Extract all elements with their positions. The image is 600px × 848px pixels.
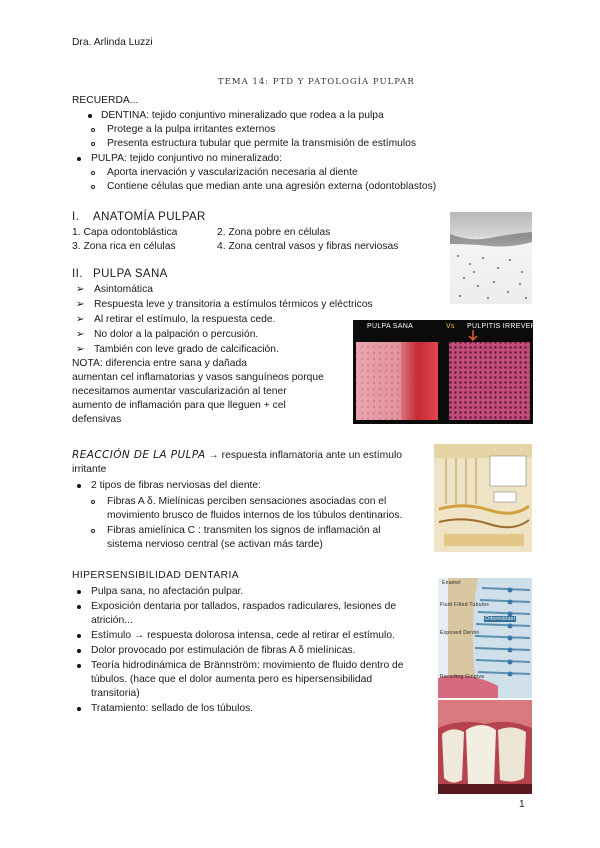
pulpa-sana-item-5: También con leve grado de calcificación. xyxy=(94,344,279,355)
figure-label-pulpitis: PULPITIS IRREVERSIBLE xyxy=(467,323,558,330)
sub-bullet-circle xyxy=(91,529,95,533)
pulp-histology-image xyxy=(450,212,532,304)
zone-4: 4. Zona central vasos y fibras nerviosas xyxy=(217,241,399,252)
nota-line-3: necesitamos aumentar vascularización al tener xyxy=(72,386,287,397)
bullet-dot xyxy=(77,664,81,668)
bullet-dot xyxy=(88,114,92,118)
label-receding-gingiva: Receding Gingiva xyxy=(440,674,485,680)
hiper-item-2-line-1: Exposición dentaria por tallados, raspados radiculares, lesiones de xyxy=(91,601,397,612)
hiper-item-5-line-2: túbulos. (hace que el dolor aumenta pero es hipersensibilidad xyxy=(91,674,373,685)
bullet-dot xyxy=(77,484,81,488)
sub-bullet-circle xyxy=(91,500,95,504)
fibras-c-line-1: Fibras amielínica C : transmiten los signos de inflamación al xyxy=(107,525,381,536)
dentina-sub-2: Presenta estructura tubular que permite la transmisión de estímulos xyxy=(107,138,417,149)
nota-line-4: aumento de inflamación para que lleguen + cel xyxy=(72,400,286,411)
bullet-dot xyxy=(77,634,81,638)
sub-bullet-circle xyxy=(91,171,95,175)
nerve-fiber-diagram xyxy=(434,444,532,552)
nota-line-2: aumentan cel inflamatorias y vasos sanguíneos porque xyxy=(72,372,324,383)
recuerda-heading: RECUERDA... xyxy=(72,95,139,106)
pulpa-sana-item-1: Asintomática xyxy=(94,284,153,295)
zone-1: 1. Capa odontoblástica xyxy=(72,227,178,238)
anatomia-heading: ANATOMÍA PULPAR xyxy=(93,211,206,223)
fibras-c-line-2: sistema nervioso central (se activan más tarde) xyxy=(107,539,323,550)
hiper-item-1: Pulpa sana, no afectación pulpar. xyxy=(91,586,244,597)
hiper-item-2-line-2: atrición... xyxy=(91,615,133,626)
label-odontoblast: Odontoblast xyxy=(485,616,516,622)
page-number: 1 xyxy=(519,799,525,810)
teeth-photo xyxy=(438,700,532,794)
arrow-bullet-icon: ➢ xyxy=(76,329,85,340)
hiper-item-4: Dolor provocado por estimulación de fibras A δ mielínicas. xyxy=(91,645,356,656)
section-number-2: II. xyxy=(72,268,83,280)
hiper-item-6: Tratamiento: sellado de los túbulos. xyxy=(91,703,254,714)
hiper-item-5-line-3: transitoria) xyxy=(91,688,140,699)
pulpa-sana-item-2: Respuesta leve y transitoria a estímulos térmicos y eléctricos xyxy=(94,299,373,310)
pulpa-sub-1: Aporta inervación y vascularización necesaria al diente xyxy=(107,167,358,178)
header-author: Dra. Arlinda Luzzi xyxy=(72,37,153,48)
label-tubules: Fluid Filled Tubules xyxy=(440,602,490,608)
zone-2: 2. Zona pobre en células xyxy=(217,227,331,238)
dentina-sub-1: Protege a la pulpa irritantes externos xyxy=(107,124,276,135)
section-number-1: I. xyxy=(72,211,80,223)
sub-bullet-circle xyxy=(91,128,95,132)
dentin-tubules-figure xyxy=(438,578,532,698)
pulpa-sub-2: Contiene células que median ante una agresión externa (odontoblastos) xyxy=(107,181,437,192)
reaccion-intro-line-1 xyxy=(72,449,402,462)
bullet-dot xyxy=(77,649,81,653)
page-title: TEMA 14: PTD Y PATOLOGÍA PULPAR xyxy=(218,77,415,87)
recuerda-dentina: DENTINA: tejido conjuntivo mineralizado que rodea a la pulpa xyxy=(101,110,384,121)
label-exposed-dentin: Exposed Dentin xyxy=(440,630,480,636)
figure-label-sana: PULPA SANA xyxy=(367,323,414,330)
fibras-a-line-2: movimiento brusco de fluidos internos de los túbulos dentinarios. xyxy=(107,510,403,521)
pulpa-sana-item-4: No dolor a la palpación o percusión. xyxy=(94,329,259,340)
hiper-heading: HIPERSENSIBILIDAD DENTARIA xyxy=(72,570,239,581)
reaccion-heading: REACCIÓN DE LA PULPA xyxy=(72,449,206,461)
reaccion-intro-line-2: irritante xyxy=(72,464,107,475)
figure-label-vs: Vs xyxy=(446,323,455,330)
pulpa-sana-heading: PULPA SANA xyxy=(93,268,168,280)
hiper-item-5-line-1: Teoría hidrodinámica de Brännström: movimiento de fluido dentro de xyxy=(91,660,404,671)
fibras-a-line-1: Fibras A δ. Mielínicas perciben sensaciones asociadas con el xyxy=(107,496,387,507)
sub-bullet-circle xyxy=(91,142,95,146)
label-enamel: Enamel xyxy=(442,580,461,586)
nota-line-1: NOTA: diferencia entre sana y dañada xyxy=(72,358,247,369)
arrow-bullet-icon: ➢ xyxy=(76,344,85,355)
sub-bullet-circle xyxy=(91,185,95,189)
recuerda-pulpa: PULPA: tejido conjuntivo no mineralizado: xyxy=(91,153,282,164)
arrow-bullet-icon: ➢ xyxy=(76,314,85,325)
zone-3: 3. Zona rica en células xyxy=(72,241,176,252)
bullet-dot xyxy=(77,707,81,711)
bullet-dot xyxy=(77,605,81,609)
bullet-dot xyxy=(77,590,81,594)
nota-line-5: defensivas xyxy=(72,414,122,425)
arrow-bullet-icon: ➢ xyxy=(76,299,85,310)
hiper-item-3: Estímulo → respuesta dolorosa intensa, cede al retirar el estímulo. xyxy=(91,630,395,641)
reaccion-intro: → respuesta inflamatoria ante un estímulo xyxy=(208,450,402,461)
reaccion-bullet: 2 tipos de fibras nerviosas del diente: xyxy=(91,480,261,491)
pulpa-sana-item-3: Al retirar el estímulo, la respuesta cede. xyxy=(94,314,276,325)
bullet-dot xyxy=(77,157,81,161)
pulpa-sana-vs-pulpitis-figure xyxy=(353,320,558,424)
arrow-bullet-icon: ➢ xyxy=(76,284,85,295)
